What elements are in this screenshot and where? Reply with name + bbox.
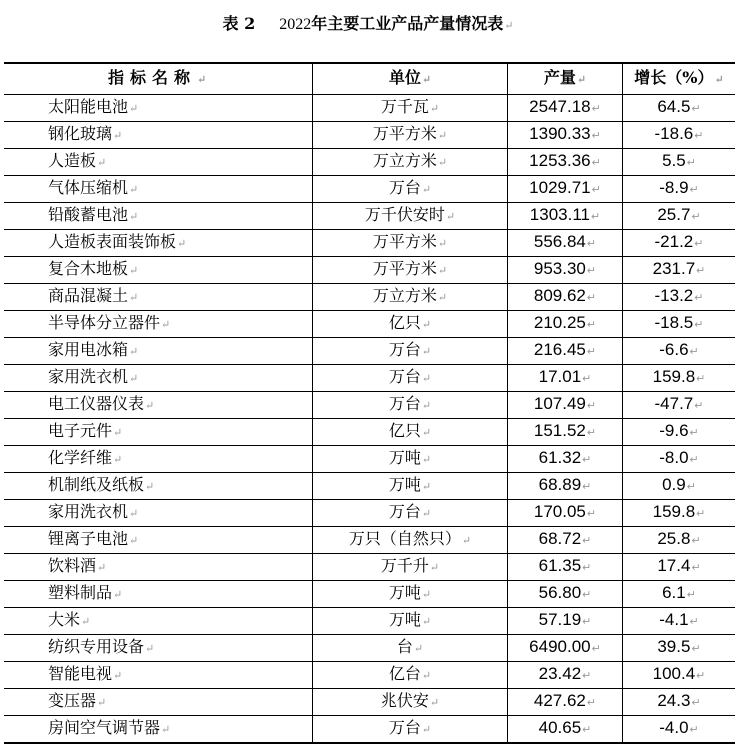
cell-output: 2547.18↵	[508, 95, 623, 122]
paragraph-mark-icon: ↵	[421, 588, 432, 601]
header-growth: 增长（%）↵	[623, 63, 736, 95]
table-row	[4, 500, 735, 527]
cell-output: 1390.33↵	[508, 122, 623, 149]
cell-name: 钢化玻璃↵	[4, 122, 313, 149]
paragraph-mark-icon: ↵	[591, 184, 601, 196]
paragraph-mark-icon: ↵	[689, 427, 699, 439]
paragraph-mark-icon: ↵	[691, 535, 701, 547]
paragraph-mark-icon: ↵	[429, 696, 440, 709]
cell-output: 1303.11↵	[508, 203, 623, 230]
paragraph-mark-icon: ↵	[689, 184, 699, 196]
cell-unit: 亿台↵	[313, 662, 508, 689]
cell-growth: -21.2↵	[623, 230, 736, 257]
paragraph-mark-icon: ↵	[129, 264, 139, 277]
paragraph-mark-icon: ↵	[576, 73, 587, 86]
table-row	[4, 662, 735, 689]
header-output: 产量↵	[508, 63, 623, 95]
table-title-label: 表 2	[222, 14, 256, 33]
table-row	[4, 95, 735, 122]
cell-unit: 万台↵	[313, 338, 508, 365]
cell-output: 61.35↵	[508, 554, 623, 581]
table-title-text: 年主要工业产品产量情况表	[311, 14, 504, 33]
paragraph-mark-icon: ↵	[421, 73, 432, 86]
paragraph-mark-icon: ↵	[437, 156, 448, 169]
table-title	[0, 14, 736, 36]
paragraph-mark-icon: ↵	[429, 102, 440, 115]
paragraph-mark-icon: ↵	[686, 589, 696, 601]
cell-name: 家用洗衣机↵	[4, 365, 313, 392]
cell-output: 107.49↵	[508, 392, 623, 419]
cell-name: 气体压缩机↵	[4, 176, 313, 203]
paragraph-mark-icon: ↵	[691, 562, 701, 574]
paragraph-mark-icon: ↵	[694, 319, 704, 331]
paragraph-mark-icon: ↵	[129, 534, 139, 547]
cell-unit: 万千伏安时↵	[313, 203, 508, 230]
cell-growth: 25.7↵	[623, 203, 736, 230]
paragraph-mark-icon: ↵	[145, 399, 155, 412]
paragraph-mark-icon: ↵	[421, 372, 432, 385]
cell-name: 复合木地板↵	[4, 257, 313, 284]
cell-output: 40.65↵	[508, 716, 623, 744]
paragraph-mark-icon: ↵	[129, 345, 139, 358]
table-row	[4, 716, 735, 744]
cell-unit: 万平方米↵	[313, 257, 508, 284]
paragraph-mark-icon: ↵	[437, 264, 448, 277]
paragraph-mark-icon: ↵	[586, 427, 597, 439]
paragraph-mark-icon: ↵	[691, 643, 701, 655]
cell-unit: 万千升↵	[313, 554, 508, 581]
paragraph-mark-icon: ↵	[582, 670, 592, 682]
paragraph-mark-icon: ↵	[686, 481, 696, 493]
paragraph-mark-icon: ↵	[421, 453, 432, 466]
paragraph-mark-icon: ↵	[586, 319, 597, 331]
paragraph-mark-icon: ↵	[421, 426, 432, 439]
cell-output: 23.42↵	[508, 662, 623, 689]
cell-name: 家用电冰箱↵	[4, 338, 313, 365]
paragraph-mark-icon: ↵	[461, 534, 472, 547]
paragraph-mark-icon: ↵	[437, 291, 448, 304]
header-name: 指标名称↵	[4, 63, 313, 95]
cell-name: 太阳能电池↵	[4, 95, 313, 122]
table-row	[4, 284, 735, 311]
cell-unit: 万台↵	[313, 716, 508, 744]
cell-growth: -9.6↵	[623, 419, 736, 446]
paragraph-mark-icon: ↵	[97, 696, 107, 709]
paragraph-mark-icon: ↵	[113, 129, 123, 142]
paragraph-mark-icon: ↵	[421, 507, 432, 520]
paragraph-mark-icon: ↵	[689, 346, 699, 358]
cell-growth: -18.6↵	[623, 122, 736, 149]
paragraph-mark-icon: ↵	[694, 400, 704, 412]
cell-unit: 万平方米↵	[313, 122, 508, 149]
cell-growth: 5.5↵	[623, 149, 736, 176]
cell-growth: 159.8↵	[623, 500, 736, 527]
table-row	[4, 635, 735, 662]
paragraph-mark-icon: ↵	[590, 211, 601, 223]
paragraph-mark-icon: ↵	[445, 210, 456, 223]
paragraph-mark-icon: ↵	[113, 453, 123, 466]
cell-name: 智能电视↵	[4, 662, 313, 689]
paragraph-mark-icon: ↵	[582, 616, 592, 628]
paragraph-mark-icon: ↵	[161, 318, 171, 331]
paragraph-mark-icon: ↵	[591, 643, 601, 655]
cell-unit: 万吨↵	[313, 581, 508, 608]
cell-growth: 6.1↵	[623, 581, 736, 608]
cell-output: 68.89↵	[508, 473, 623, 500]
cell-name: 商品混凝土↵	[4, 284, 313, 311]
cell-output: 6490.00↵	[508, 635, 623, 662]
cell-name: 家用洗衣机↵	[4, 500, 313, 527]
cell-output: 61.32↵	[508, 446, 623, 473]
table-row	[4, 554, 735, 581]
cell-name: 人造板↵	[4, 149, 313, 176]
paragraph-mark-icon: ↵	[694, 238, 704, 250]
cell-unit: 兆伏安↵	[313, 689, 508, 716]
paragraph-mark-icon: ↵	[504, 19, 514, 32]
table-row	[4, 446, 735, 473]
paragraph-mark-icon: ↵	[696, 373, 706, 385]
paragraph-mark-icon: ↵	[437, 129, 448, 142]
paragraph-mark-icon: ↵	[582, 481, 592, 493]
paragraph-mark-icon: ↵	[686, 157, 696, 169]
paragraph-mark-icon: ↵	[421, 669, 432, 682]
paragraph-mark-icon: ↵	[586, 400, 597, 412]
paragraph-mark-icon: ↵	[113, 588, 123, 601]
cell-name: 机制纸及纸板↵	[4, 473, 313, 500]
cell-growth: -8.9↵	[623, 176, 736, 203]
cell-output: 17.01↵	[508, 365, 623, 392]
paragraph-mark-icon: ↵	[421, 399, 432, 412]
cell-unit: 万立方米↵	[313, 284, 508, 311]
cell-name: 锂离子电池↵	[4, 527, 313, 554]
paragraph-mark-icon: ↵	[591, 103, 601, 115]
cell-output: 56.80↵	[508, 581, 623, 608]
paragraph-mark-icon: ↵	[97, 561, 107, 574]
table-row	[4, 689, 735, 716]
paragraph-mark-icon: ↵	[591, 157, 601, 169]
paragraph-mark-icon: ↵	[714, 73, 724, 86]
cell-unit: 万台↵	[313, 176, 508, 203]
cell-name: 半导体分立器件↵	[4, 311, 313, 338]
paragraph-mark-icon: ↵	[582, 454, 592, 466]
cell-output: 216.45↵	[508, 338, 623, 365]
paragraph-mark-icon: ↵	[197, 73, 213, 86]
cell-output: 210.25↵	[508, 311, 623, 338]
cell-unit: 万吨↵	[313, 446, 508, 473]
table-row	[4, 122, 735, 149]
cell-output: 151.52↵	[508, 419, 623, 446]
table-row	[4, 230, 735, 257]
paragraph-mark-icon: ↵	[421, 345, 432, 358]
cell-growth: -47.7↵	[623, 392, 736, 419]
paragraph-mark-icon: ↵	[694, 130, 704, 142]
cell-growth: 39.5↵	[623, 635, 736, 662]
cell-unit: 万吨↵	[313, 473, 508, 500]
cell-unit: 万吨↵	[313, 608, 508, 635]
paragraph-mark-icon: ↵	[437, 237, 448, 250]
cell-name: 电子元件↵	[4, 419, 313, 446]
paragraph-mark-icon: ↵	[582, 535, 592, 547]
cell-name: 电工仪器仪表↵	[4, 392, 313, 419]
paragraph-mark-icon: ↵	[691, 697, 701, 709]
paragraph-mark-icon: ↵	[586, 265, 597, 277]
cell-growth: -8.0↵	[623, 446, 736, 473]
cell-growth: -13.2↵	[623, 284, 736, 311]
paragraph-mark-icon: ↵	[691, 211, 701, 223]
cell-name: 人造板表面装饰板↵	[4, 230, 313, 257]
paragraph-mark-icon: ↵	[129, 372, 139, 385]
cell-unit: 万台↵	[313, 392, 508, 419]
paragraph-mark-icon: ↵	[689, 724, 699, 736]
cell-output: 170.05↵	[508, 500, 623, 527]
paragraph-mark-icon: ↵	[586, 697, 597, 709]
cell-output: 427.62↵	[508, 689, 623, 716]
cell-output: 953.30↵	[508, 257, 623, 284]
paragraph-mark-icon: ↵	[81, 615, 91, 628]
cell-name: 塑料制品↵	[4, 581, 313, 608]
cell-growth: -6.6↵	[623, 338, 736, 365]
paragraph-mark-icon: ↵	[421, 318, 432, 331]
table-row	[4, 527, 735, 554]
cell-name: 饮料酒↵	[4, 554, 313, 581]
paragraph-mark-icon: ↵	[696, 508, 706, 520]
paragraph-mark-icon: ↵	[694, 292, 704, 304]
paragraph-mark-icon: ↵	[586, 508, 597, 520]
paragraph-mark-icon: ↵	[113, 426, 123, 439]
paragraph-mark-icon: ↵	[586, 238, 597, 250]
cell-name: 房间空气调节器↵	[4, 716, 313, 744]
paragraph-mark-icon: ↵	[591, 130, 601, 142]
table-row	[4, 473, 735, 500]
header-unit: 单位↵	[313, 63, 508, 95]
cell-unit: 亿只↵	[313, 311, 508, 338]
paragraph-mark-icon: ↵	[689, 616, 699, 628]
paragraph-mark-icon: ↵	[97, 156, 107, 169]
cell-output: 1029.71↵	[508, 176, 623, 203]
table-row	[4, 257, 735, 284]
table-row	[4, 311, 735, 338]
cell-name: 化学纤维↵	[4, 446, 313, 473]
paragraph-mark-icon: ↵	[691, 103, 701, 115]
cell-unit: 万台↵	[313, 500, 508, 527]
cell-growth: 17.4↵	[623, 554, 736, 581]
cell-output: 556.84↵	[508, 230, 623, 257]
table-row	[4, 419, 735, 446]
cell-growth: 100.4↵	[623, 662, 736, 689]
paragraph-mark-icon: ↵	[129, 291, 139, 304]
paragraph-mark-icon: ↵	[161, 723, 171, 736]
cell-output: 1253.36↵	[508, 149, 623, 176]
paragraph-mark-icon: ↵	[413, 642, 424, 655]
paragraph-mark-icon: ↵	[113, 669, 123, 682]
industrial-output-table	[4, 62, 735, 744]
cell-growth: -4.1↵	[623, 608, 736, 635]
paragraph-mark-icon: ↵	[582, 589, 592, 601]
table-row	[4, 608, 735, 635]
paragraph-mark-icon: ↵	[129, 507, 139, 520]
paragraph-mark-icon: ↵	[145, 480, 155, 493]
paragraph-mark-icon: ↵	[421, 480, 432, 493]
paragraph-mark-icon: ↵	[129, 210, 139, 223]
cell-unit: 台↵	[313, 635, 508, 662]
cell-output: 57.19↵	[508, 608, 623, 635]
cell-unit: 万立方米↵	[313, 149, 508, 176]
paragraph-mark-icon: ↵	[582, 724, 592, 736]
paragraph-mark-icon: ↵	[429, 561, 440, 574]
cell-output: 809.62↵	[508, 284, 623, 311]
paragraph-mark-icon: ↵	[421, 183, 432, 196]
table-row	[4, 392, 735, 419]
cell-growth: 231.7↵	[623, 257, 736, 284]
cell-unit: 万只（自然只）↵	[313, 527, 508, 554]
paragraph-mark-icon: ↵	[696, 670, 706, 682]
paragraph-mark-icon: ↵	[129, 102, 139, 115]
cell-growth: -18.5↵	[623, 311, 736, 338]
cell-unit: 万平方米↵	[313, 230, 508, 257]
table-header-row	[4, 63, 735, 95]
table-title-year: 2022	[279, 16, 312, 33]
paragraph-mark-icon: ↵	[129, 183, 139, 196]
cell-unit: 万千瓦↵	[313, 95, 508, 122]
paragraph-mark-icon: ↵	[689, 454, 699, 466]
paragraph-mark-icon: ↵	[145, 642, 155, 655]
cell-name: 纺织专用设备↵	[4, 635, 313, 662]
paragraph-mark-icon: ↵	[586, 292, 597, 304]
paragraph-mark-icon: ↵	[582, 562, 592, 574]
cell-name: 变压器↵	[4, 689, 313, 716]
cell-growth: 0.9↵	[623, 473, 736, 500]
table-row	[4, 203, 735, 230]
paragraph-mark-icon: ↵	[421, 615, 432, 628]
paragraph-mark-icon: ↵	[586, 346, 597, 358]
cell-growth: 24.3↵	[623, 689, 736, 716]
cell-growth: 25.8↵	[623, 527, 736, 554]
cell-growth: -4.0↵	[623, 716, 736, 744]
cell-name: 大米↵	[4, 608, 313, 635]
cell-growth: 64.5↵	[623, 95, 736, 122]
cell-unit: 亿只↵	[313, 419, 508, 446]
table-row	[4, 365, 735, 392]
table-row	[4, 176, 735, 203]
paragraph-mark-icon: ↵	[177, 237, 187, 250]
cell-unit: 万台↵	[313, 365, 508, 392]
paragraph-mark-icon: ↵	[421, 723, 432, 736]
cell-output: 68.72↵	[508, 527, 623, 554]
paragraph-mark-icon: ↵	[582, 373, 592, 385]
paragraph-mark-icon: ↵	[696, 265, 706, 277]
table-row	[4, 149, 735, 176]
cell-name: 铅酸蓄电池↵	[4, 203, 313, 230]
cell-growth: 159.8↵	[623, 365, 736, 392]
table-row	[4, 338, 735, 365]
table-row	[4, 581, 735, 608]
